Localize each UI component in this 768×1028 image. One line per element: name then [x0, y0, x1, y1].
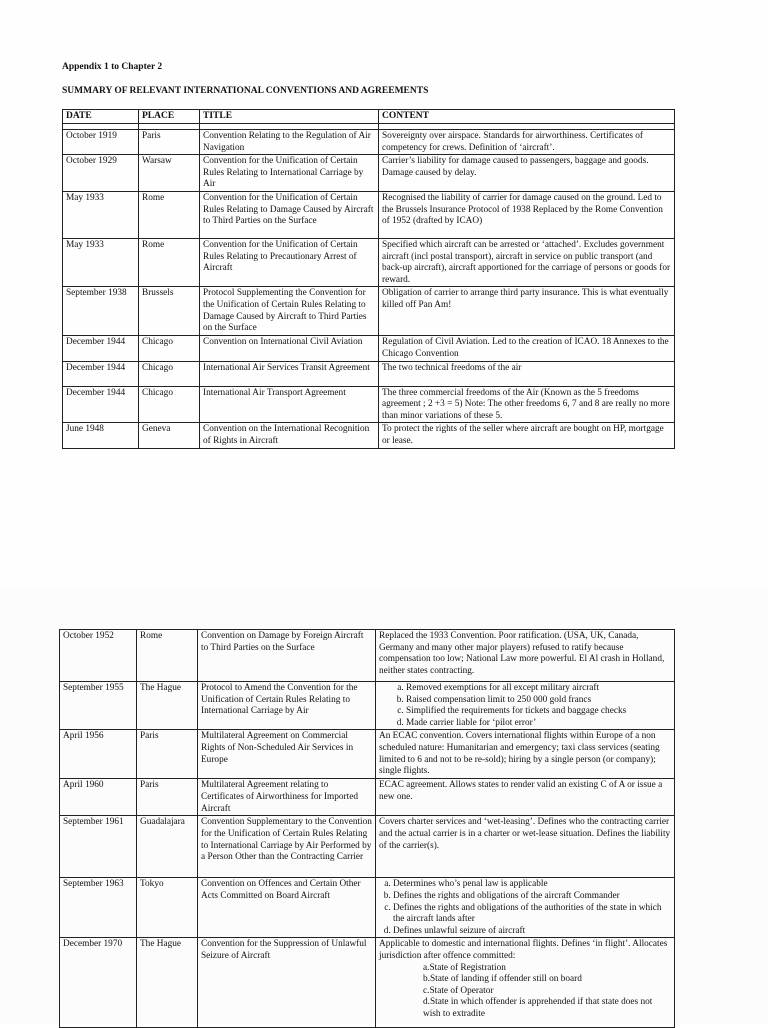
content-text: ECAC agreement. Allows states to render valid an existing C of A or issue a new one. — [379, 780, 663, 802]
cell-place: Rome — [139, 238, 200, 286]
cell-content — [376, 816, 675, 878]
cell-title: Convention on Damage by Foreign Aircraft to Third Parties on the Surface — [198, 630, 376, 682]
jurisdiction-list — [379, 963, 671, 1021]
column-header-place: PLACE — [139, 110, 200, 124]
cell-title: Multilateral Agreement relating to Certificates of Airworthiness for Imported Aircraft — [198, 779, 376, 816]
table-row — [60, 816, 675, 878]
cell-place: Tokyo — [137, 878, 198, 938]
cell-date: May 1933 — [63, 238, 139, 286]
cell-place: Rome — [137, 630, 198, 682]
cell-content — [376, 730, 675, 779]
cell-title: Convention for the Suppression of Unlawful Seizure of Aircraft — [198, 938, 376, 1028]
content-list-item: c. Simplified the requirements for tickets and baggage checks — [406, 706, 671, 718]
content-text: The three commercial freedoms of the Air (Known as the 5 freedoms agreement ; 2 +3 = 5) Note: The other freedoms 6, 7 and 8 are really no more than minor variations of these 5. — [382, 387, 670, 421]
table-row — [63, 361, 675, 386]
jurisdiction-list-item: b.State of landing if offender still on board — [423, 974, 582, 985]
cell-place: Chicago — [139, 361, 200, 386]
cell-place: Warsaw — [139, 155, 200, 192]
cell-title: Convention for the Unification of Certain Rules Relating to Precautionary Arrest of Aircraft — [200, 238, 379, 286]
cell-place: Geneva — [139, 423, 200, 448]
table-row — [63, 191, 675, 238]
cell-title: Convention on International Civil Aviation — [200, 336, 379, 361]
cell-content — [376, 682, 675, 730]
cell-date: April 1956 — [60, 730, 137, 779]
jurisdiction-list-item: a.State of Registration — [423, 962, 506, 973]
content-text: Specified which aircraft can be arrested or ‘attached’. Excludes government aircraft (incl postal transport), aircraft in service on public transport (and back-up aircraft), aircraft apportioned for the carriage of persons or goods for reward. — [382, 239, 671, 285]
cell-content — [376, 938, 675, 1028]
cell-place: Rome — [139, 191, 200, 238]
content-text: Applicable to domestic and international flights. Defines ‘in flight’. Allocates jurisdiction after offence committed: — [379, 939, 668, 961]
cell-place: Brussels — [139, 287, 200, 336]
cell-title: Convention on Offences and Certain Other Acts Committed on Board Aircraft — [198, 878, 376, 938]
cell-content — [379, 361, 675, 386]
table-body-page1 — [63, 130, 675, 449]
content-text: Regulation of Civil Aviation. Led to the creation of ICAO. 18 Annexes to the Chicago Convention — [382, 337, 669, 359]
cell-place: Chicago — [139, 336, 200, 361]
appendix-heading: Appendix 1 to Chapter 2 — [62, 62, 163, 72]
cell-content — [376, 779, 675, 816]
content-text: Sovereignty over airspace. Standards for airworthiness. Certificates of competency for crews. Definition of ‘aircraft’. — [382, 131, 644, 153]
content-list-item: d. Made carrier liable for ‘pilot error’ — [406, 718, 671, 730]
cell-date: September 1938 — [63, 287, 139, 336]
content-list-item: a. Determines who’s penal law is applicable — [393, 879, 671, 891]
cell-date: September 1963 — [60, 878, 137, 938]
conventions-table-page2 — [59, 629, 675, 1028]
cell-title: Convention Supplementary to the Convention for the Unification of Certain Rules Relating to International Carriage by Air Performed by a Person Other than the Contracting Carrier — [198, 816, 376, 878]
content-text: Obligation of carrier to arrange third party insurance. This is what eventually killed off Pan Am! — [382, 288, 669, 310]
table-header-row — [63, 110, 675, 124]
cell-title: International Air Services Transit Agreement — [200, 361, 379, 386]
cell-title: Multilateral Agreement on Commercial Rights of Non-Scheduled Air Services in Europe — [198, 730, 376, 779]
cell-title: Convention for the Unification of Certain Rules Relating to Damage Caused by Aircraft to Third Parties on the Surface — [200, 191, 379, 238]
table-body-page2 — [60, 630, 675, 1028]
table-row — [63, 238, 675, 286]
column-header-content: CONTENT — [379, 110, 675, 124]
cell-date: October 1919 — [63, 130, 139, 155]
content-list-item: b. Defines the rights and obligations of the aircraft Commander — [393, 891, 671, 903]
cell-content — [379, 287, 675, 336]
content-list — [379, 879, 671, 937]
cell-title: International Air Transport Agreement — [200, 386, 379, 423]
cell-content — [379, 238, 675, 286]
content-list-item: b. Raised compensation limit to 250 000 gold francs — [406, 695, 671, 707]
table-row — [60, 630, 675, 682]
table-row — [60, 779, 675, 816]
table-row — [63, 336, 675, 361]
cell-place: Paris — [137, 779, 198, 816]
cell-content — [379, 130, 675, 155]
table-row — [63, 287, 675, 336]
cell-date: December 1970 — [60, 938, 137, 1028]
content-text: Replaced the 1933 Convention. Poor ratification. (USA, UK, Canada, Germany and many other major players) refused to ratify because compensation too low; National Law more powerful. El Al crash in Holland, neither states contracting. — [379, 631, 665, 676]
cell-title: Protocol to Amend the Convention for the Unification of Certain Rules Relating to International Carriage by Air — [198, 682, 376, 730]
cell-place: Paris — [137, 730, 198, 779]
cell-content — [379, 155, 675, 192]
table-row — [60, 682, 675, 730]
table-row — [60, 938, 675, 1028]
cell-title: Convention Relating to the Regulation of Air Navigation — [200, 130, 379, 155]
cell-date: October 1952 — [60, 630, 137, 682]
cell-date: May 1933 — [63, 191, 139, 238]
content-list-item: a. Removed exemptions for all except military aircraft — [406, 683, 671, 695]
cell-date: December 1944 — [63, 361, 139, 386]
cell-place: Paris — [139, 130, 200, 155]
cell-content — [376, 878, 675, 938]
cell-place: Guadalajara — [137, 816, 198, 878]
content-text: To protect the rights of the seller where aircraft are bought on HP, mortgage or lease. — [382, 424, 664, 446]
cell-date: September 1955 — [60, 682, 137, 730]
table-row — [60, 730, 675, 779]
column-header-title: TITLE — [200, 110, 379, 124]
cell-content — [376, 630, 675, 682]
cell-content — [379, 191, 675, 238]
table-row — [63, 386, 675, 423]
content-text: The two technical freedoms of the air — [382, 362, 522, 373]
table-row — [63, 130, 675, 155]
cell-place: The Hague — [137, 938, 198, 1028]
cell-content — [379, 423, 675, 448]
cell-title: Convention on the International Recognition of Rights in Aircraft — [200, 423, 379, 448]
content-list — [379, 683, 671, 729]
cell-title: Protocol Supplementing the Convention for the Unification of Certain Rules Relating to Damage Caused by Aircraft to Third Parties on the Surface — [200, 287, 379, 336]
cell-content — [379, 336, 675, 361]
cell-date: December 1944 — [63, 386, 139, 423]
table-row — [63, 155, 675, 192]
conventions-table-page1 — [62, 109, 675, 449]
cell-date: June 1948 — [63, 423, 139, 448]
cell-date: October 1929 — [63, 155, 139, 192]
cell-date: December 1944 — [63, 336, 139, 361]
cell-date: September 1961 — [60, 816, 137, 878]
cell-content — [379, 386, 675, 423]
content-text: Recognised the liability of carrier for damage caused on the ground. Led to the Brussels Insurance Protocol of 1938 Replaced by the Rome Convention of 1952 (drafted by ICAO) — [382, 192, 663, 227]
cell-place: The Hague — [137, 682, 198, 730]
cell-place: Chicago — [139, 386, 200, 423]
table-row — [63, 423, 675, 448]
content-text: An ECAC convention. Covers international flights within Europe of a non scheduled nature: Humanitarian and emergency; taxi class services (seating limited to 6 and not to be re-sold); hiring by a single person (or company); single flights. — [379, 731, 660, 777]
content-text: Covers charter services and ‘wet-leasing’. Defines who the contracting carrier and the actual carrier is in a charter or wet-lease situation. Defines the liability of the carrier(s). — [379, 817, 671, 851]
jurisdiction-list-item: c.State of Operator — [423, 985, 494, 996]
content-list-item: d. Defines unlawful seizure of aircraft — [393, 926, 671, 938]
cell-title: Convention for the Unification of Certain Rules Relating to International Carriage by Air — [200, 155, 379, 192]
summary-heading: SUMMARY OF RELEVANT INTERNATIONAL CONVENTIONS AND AGREEMENTS — [62, 86, 429, 96]
cell-date: April 1960 — [60, 779, 137, 816]
column-header-date: DATE — [63, 110, 139, 124]
jurisdiction-list-item: d.State in which offender is apprehended if that state does not wish to extradite — [423, 997, 653, 1019]
content-text: Carrier’s liability for damage caused to passengers, baggage and goods. Damage caused by delay. — [382, 156, 649, 178]
table-row — [60, 878, 675, 938]
content-list-item: c. Defines the rights and obligations of the authorities of the state in which the aircraft lands after — [393, 903, 671, 926]
